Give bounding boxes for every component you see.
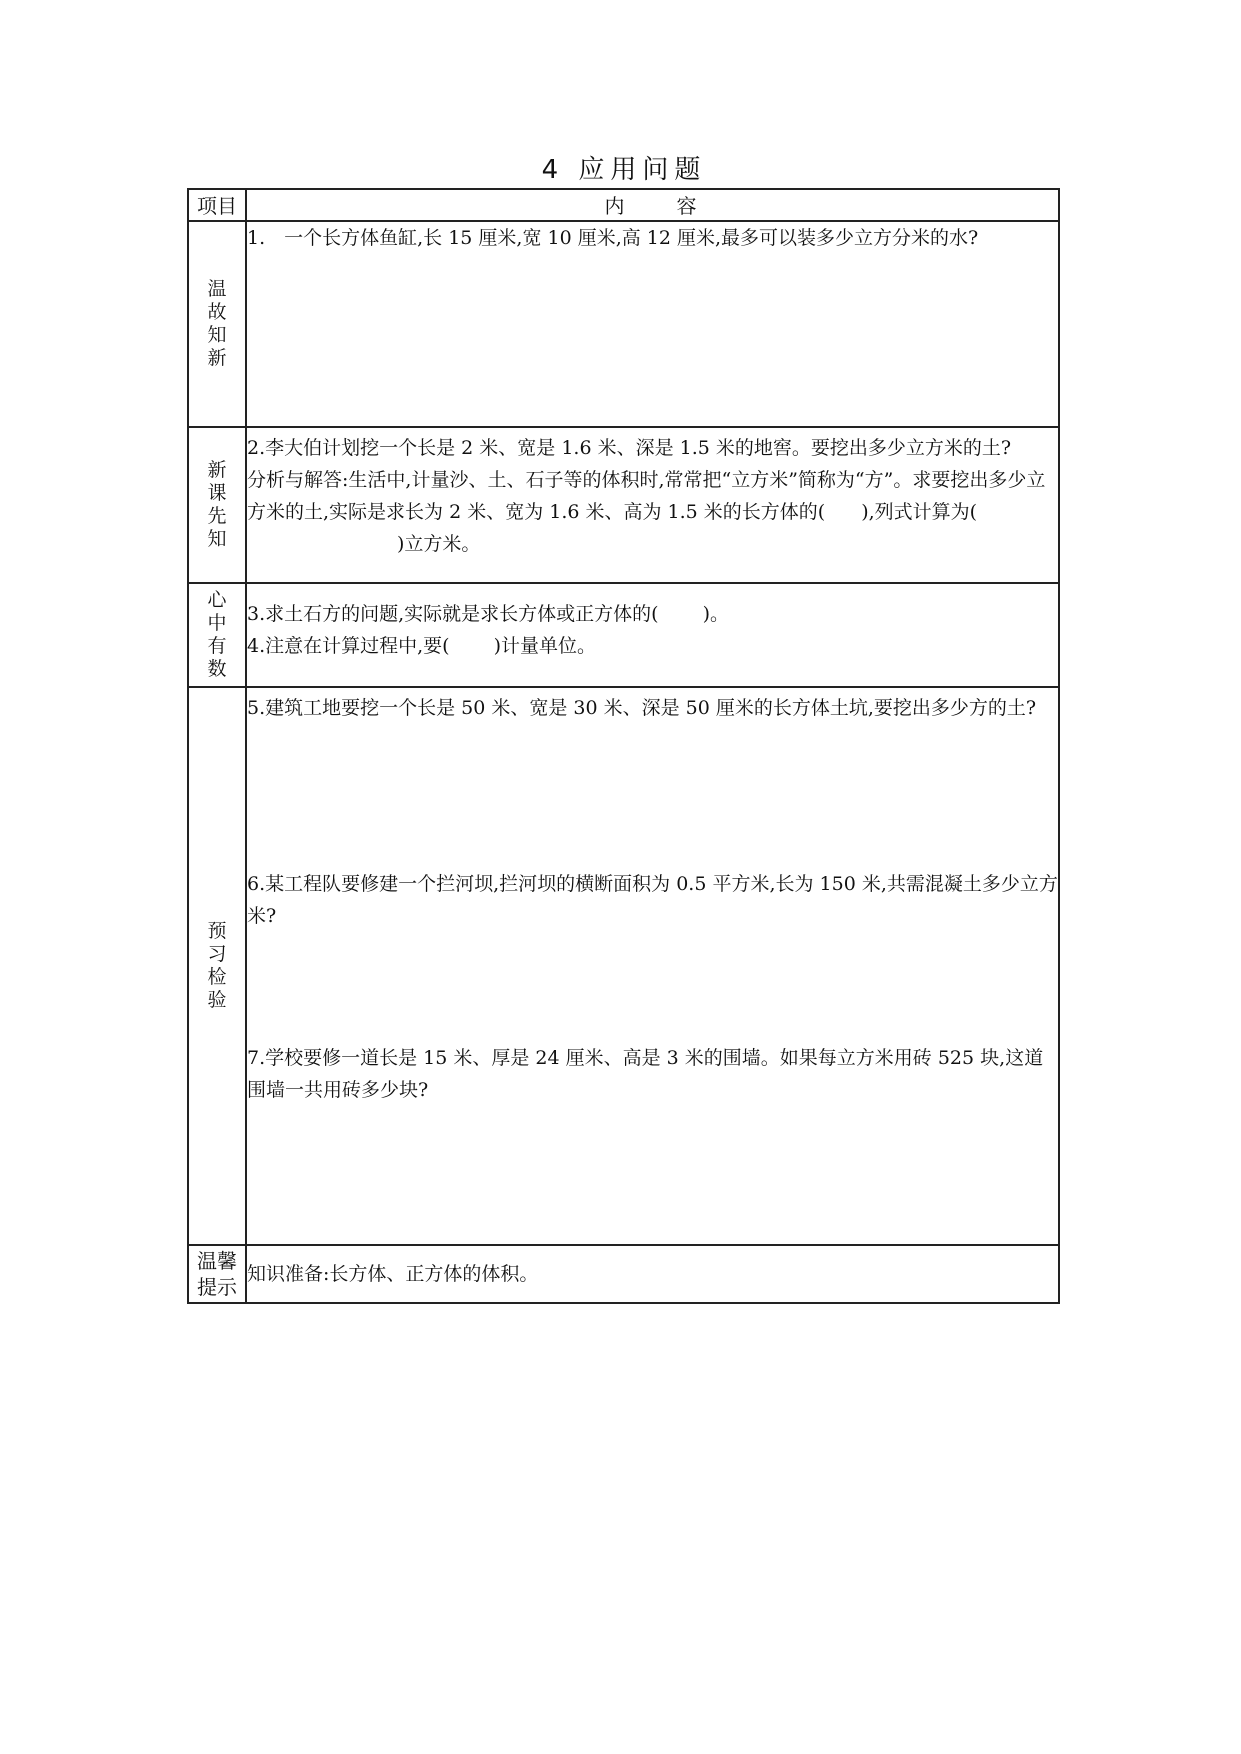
analysis-part-a: 分析与解答:生活中,计量沙、土、石子等的体积时,常常把“立方米”简称为“方”。求要挖出多少立方米的土,实际是求长为 2 米、宽为 1.6 米、高为 1.5 米的长方体的( — [247, 469, 1046, 523]
question-7: 7.学校要修一道长是 15 米、厚是 24 厘米、高是 3 米的围墙。如果每立方米用砖 525 块,这道围墙一共用砖多少块? — [247, 1047, 1044, 1101]
question-3-part-a: 3.求土石方的问题,实际就是求长方体或正方体的( — [247, 603, 659, 625]
section-tips — [188, 1245, 1059, 1303]
section-keypoints — [188, 583, 1059, 687]
question-4-part-a: 4.注意在计算过程中,要( — [247, 635, 450, 657]
question-4 — [247, 630, 1058, 662]
page-title: 4 应用问题 — [541, 155, 707, 185]
question-1: 1. 一个长方体鱼缸,长 15 厘米,宽 10 厘米,高 12 厘米,最多可以装多少立方分米的水? — [247, 227, 979, 249]
header-row — [188, 189, 1059, 221]
question-4-part-b: )计量单位。 — [493, 635, 597, 657]
analysis-text — [247, 464, 1058, 560]
question-2: 2.李大伯计划挖一个长是 2 米、宽是 1.6 米、深是 1.5 米的地窖。要挖出多少立方米的土? — [247, 437, 1012, 459]
section-practice — [188, 687, 1059, 1245]
analysis-part-c: )立方米。 — [397, 533, 481, 555]
section-label-review: 温故知新 — [207, 278, 227, 369]
question-3 — [247, 598, 1058, 630]
section-review — [188, 221, 1059, 427]
section-label-tips: 温馨提示 — [197, 1249, 237, 1299]
tips-text: 知识准备:长方体、正方体的体积。 — [246, 1245, 1059, 1303]
worksheet-table — [187, 188, 1060, 1304]
question-5: 5.建筑工地要挖一个长是 50 米、宽是 30 米、深是 50 厘米的长方体土坑,要挖出多少方的土? — [247, 697, 1037, 719]
section-label-practice: 预习检验 — [207, 920, 227, 1011]
section-label-preview: 新课先知 — [207, 459, 227, 550]
header-content: 内 容 — [246, 189, 1059, 221]
analysis-part-b: ),列式计算为( — [861, 501, 978, 523]
question-6: 6.某工程队要修建一个拦河坝,拦河坝的横断面积为 0.5 平方米,长为 150 米,共需混凝土多少立方米? — [247, 873, 1058, 927]
section-label-keypoints: 心中有数 — [207, 589, 227, 680]
header-item: 项目 — [188, 189, 246, 221]
question-3-part-b: )。 — [702, 603, 730, 625]
section-preview — [188, 427, 1059, 583]
